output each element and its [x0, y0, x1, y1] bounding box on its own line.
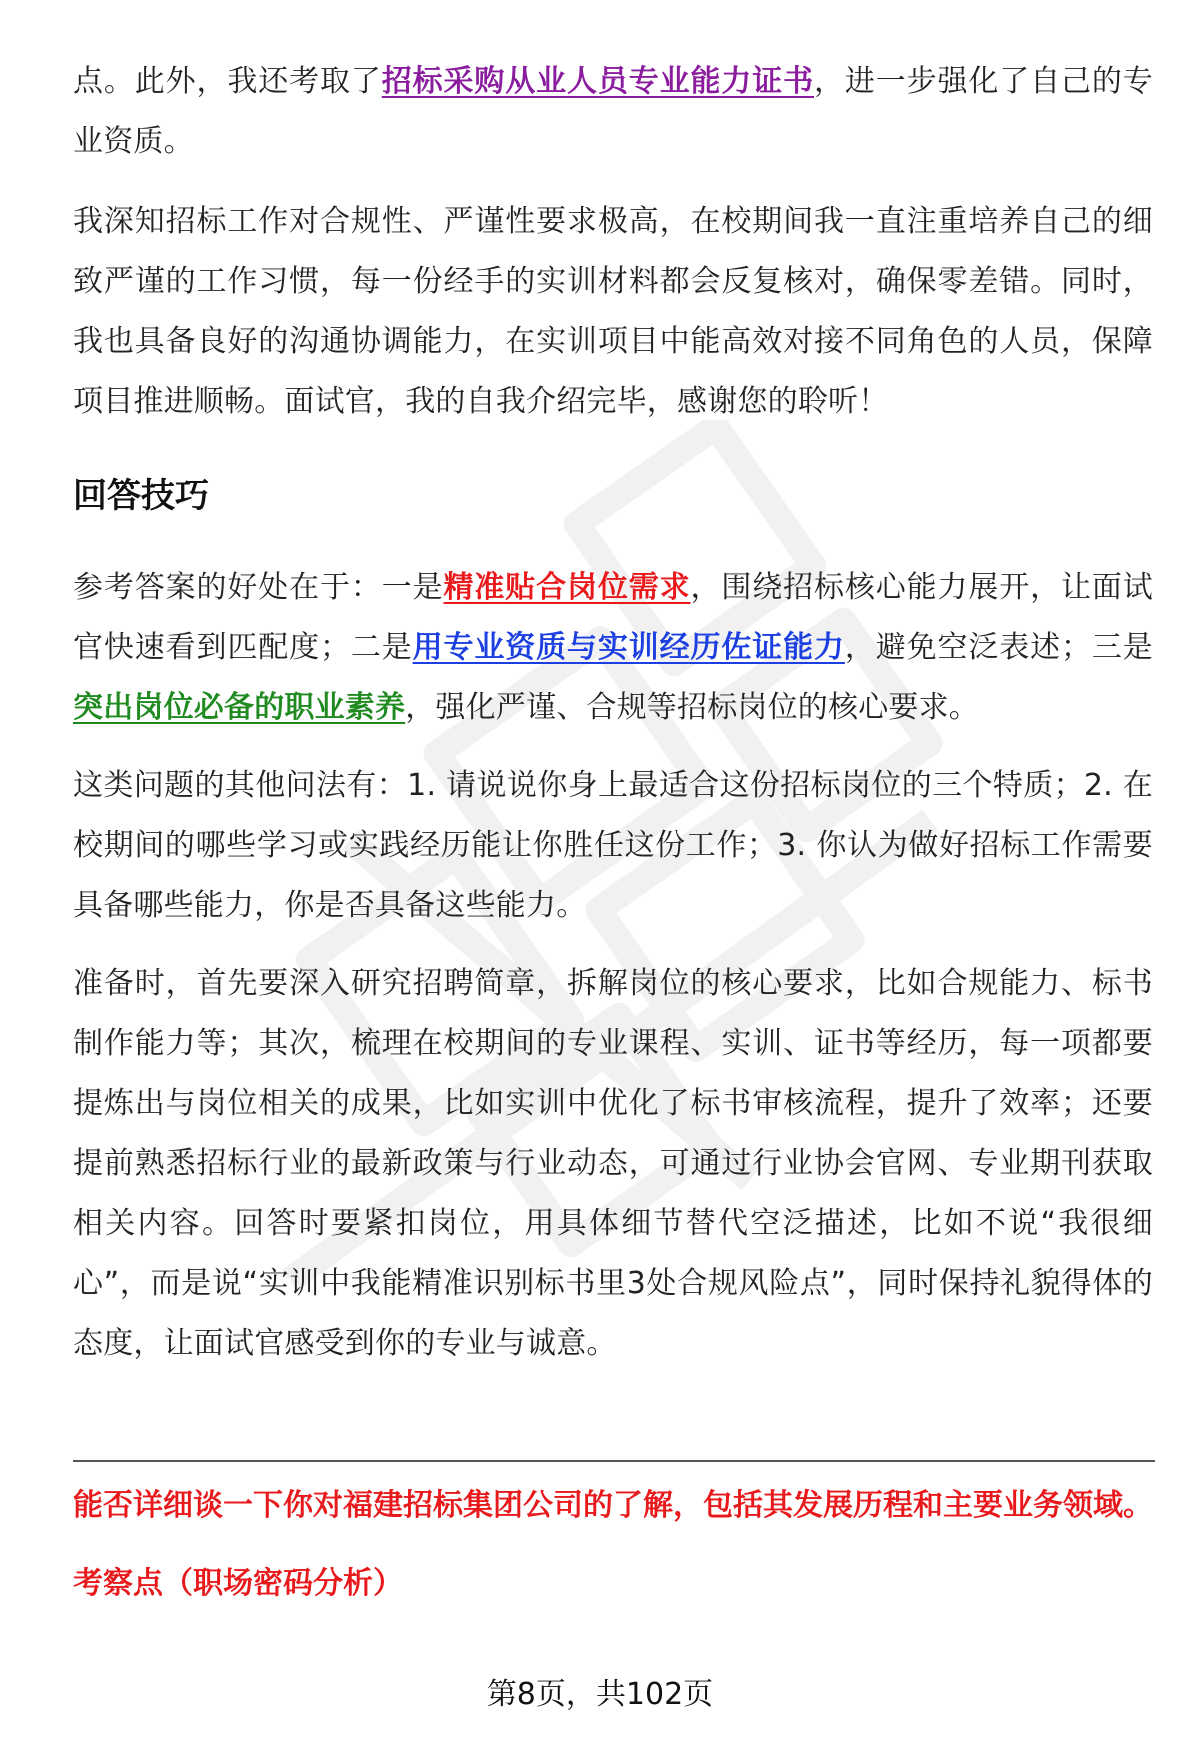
analysis-label: 考察点（职场密码分析）: [73, 1566, 403, 1601]
paragraph-text: ，围绕招标核心能力展开，让面试官快速看到匹配度；二是: [73, 570, 1153, 665]
highlight-professional-quality: 突出岗位必备的职业素养: [73, 690, 406, 725]
paragraph-certificate: [73, 52, 1153, 172]
highlight-certificate: 招标采购从业人员专业能力证书: [381, 64, 815, 99]
paragraph-text: 参考答案的好处在于：一是: [73, 570, 444, 605]
paragraph-work-habits: 我深知招标工作对合规性、严谨性要求极高，在校期间我一直注重培养自己的细致严谨的工作习惯，每一份经手的实训材料都会反复核对，确保零差错。同时，我也具备良好的沟通协调能力，在实训项目中能高效对接不同角色的人员，保障项目推进顺畅。面试官，我的自我介绍完毕，感谢您的聆听！: [73, 204, 1153, 419]
highlight-proof-ability: 用专业资质与实训经历佐证能力: [412, 630, 845, 665]
paragraph-text: ，进一步强化了自己的专业资质。: [73, 64, 1153, 159]
highlight-job-fit: 精准贴合岗位需求: [443, 570, 691, 605]
page-number: 第8页，共102页: [486, 1677, 714, 1712]
paragraph-text: ，避免空泛表述；三是: [844, 630, 1153, 665]
next-question-title: 能否详细谈一下你对福建招标集团公司的了解，包括其发展历程和主要业务领域。: [73, 1488, 1153, 1523]
paragraph-alternative-questions: 这类问题的其他问法有：1. 请说说你身上最适合这份招标岗位的三个特质；2. 在校期间的哪些学习或实践经历能让你胜任这份工作；3. 你认为做好招标工作需要具备哪些能力，你是否具备这些能力。: [73, 768, 1153, 923]
document-body: [73, 52, 1153, 1374]
section-heading-answer-tips: 回答技巧: [73, 476, 209, 516]
paragraph-text: 点。此外，我还考取了: [73, 64, 382, 99]
paragraph-text: ，强化严谨、合规等招标岗位的核心要求。: [405, 690, 980, 725]
paragraph-answer-benefits: [73, 558, 1153, 738]
paragraph-preparation: 准备时，首先要深入研究招聘简章，拆解岗位的核心要求，比如合规能力、标书制作能力等；其次，梳理在校期间的专业课程、实训、证书等经历，每一项都要提炼出与岗位相关的成果，比如实训中优化了标书审核流程，提升了效率；还要提前熟悉招标行业的最新政策与行业动态，可通过行业协会官网、专业期刊获取相关内容。回答时要紧扣岗位，用具体细节替代空泛描述，比如不说“我很细心”，而是说“实训中我能精准识别标书里3处合规风险点”，同时保持礼貌得体的态度，让面试官感受到你的专业与诚意。: [73, 966, 1153, 1361]
section-divider: [73, 1460, 1155, 1462]
